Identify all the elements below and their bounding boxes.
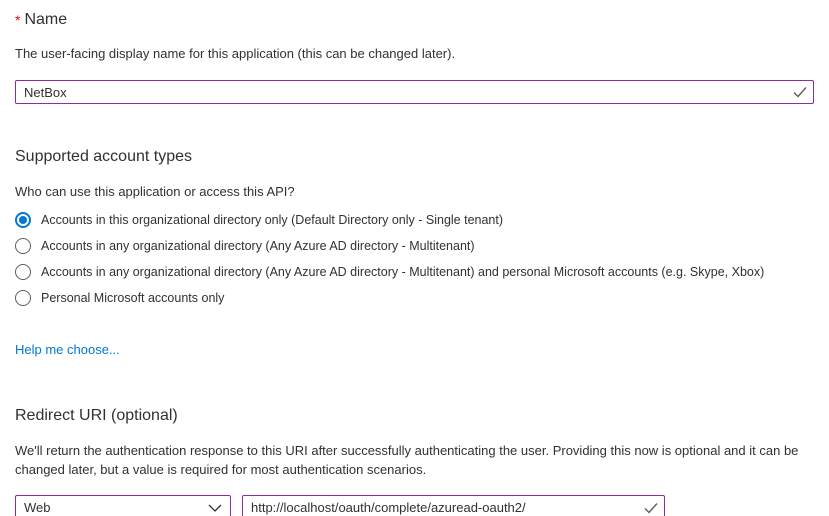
radio-option-personal-only[interactable] <box>15 290 814 306</box>
supported-account-types-title: Supported account types <box>15 148 193 165</box>
radio-option-label: Accounts in any organizational directory (Any Azure AD directory - Multitenant) <box>41 239 475 253</box>
redirect-uri-description: We'll return the authentication response to this URI after successfully authenticating the user. Providing this now is optional and it can be changed later, but a value is required for most authentication scenarios. <box>15 443 799 477</box>
name-field-description: The user-facing display name for this application (this can be changed later). <box>15 46 456 61</box>
radio-option-multitenant-personal[interactable] <box>15 264 814 280</box>
redirect-uri-section <box>15 406 814 516</box>
radio-option-label: Personal Microsoft accounts only <box>41 291 225 305</box>
radio-option-single-tenant[interactable] <box>15 212 814 228</box>
name-input[interactable] <box>15 80 814 104</box>
account-types-question: Who can use this application or access this API? <box>15 184 295 199</box>
supported-account-types-section <box>15 147 814 359</box>
radio-option-label: Accounts in any organizational directory (Any Azure AD directory - Multitenant) and personal Microsoft accounts (e.g. Skype, Xbox) <box>41 265 765 279</box>
redirect-uri-controls <box>15 495 814 516</box>
radio-button-icon[interactable] <box>15 290 31 306</box>
platform-select-value: Web <box>24 500 51 515</box>
chevron-down-icon <box>208 504 222 512</box>
name-field-label <box>15 10 814 30</box>
redirect-uri-input[interactable] <box>242 495 665 516</box>
radio-button-icon[interactable] <box>15 238 31 254</box>
name-input-wrap <box>15 80 814 104</box>
account-types-radio-group <box>15 212 814 306</box>
radio-button-icon[interactable] <box>15 264 31 280</box>
redirect-uri-title: Redirect URI (optional) <box>15 407 178 424</box>
radio-option-label: Accounts in this organizational directory only (Default Directory only - Single tenant) <box>41 213 504 227</box>
help-me-choose-link[interactable]: Help me choose... <box>15 342 120 357</box>
redirect-uri-input-wrap <box>242 495 665 516</box>
platform-select-dropdown[interactable] <box>15 495 231 516</box>
radio-button-icon[interactable] <box>15 212 31 228</box>
radio-option-multitenant[interactable] <box>15 238 814 254</box>
name-label-text: Name <box>24 11 68 28</box>
required-asterisk: * <box>15 12 21 28</box>
